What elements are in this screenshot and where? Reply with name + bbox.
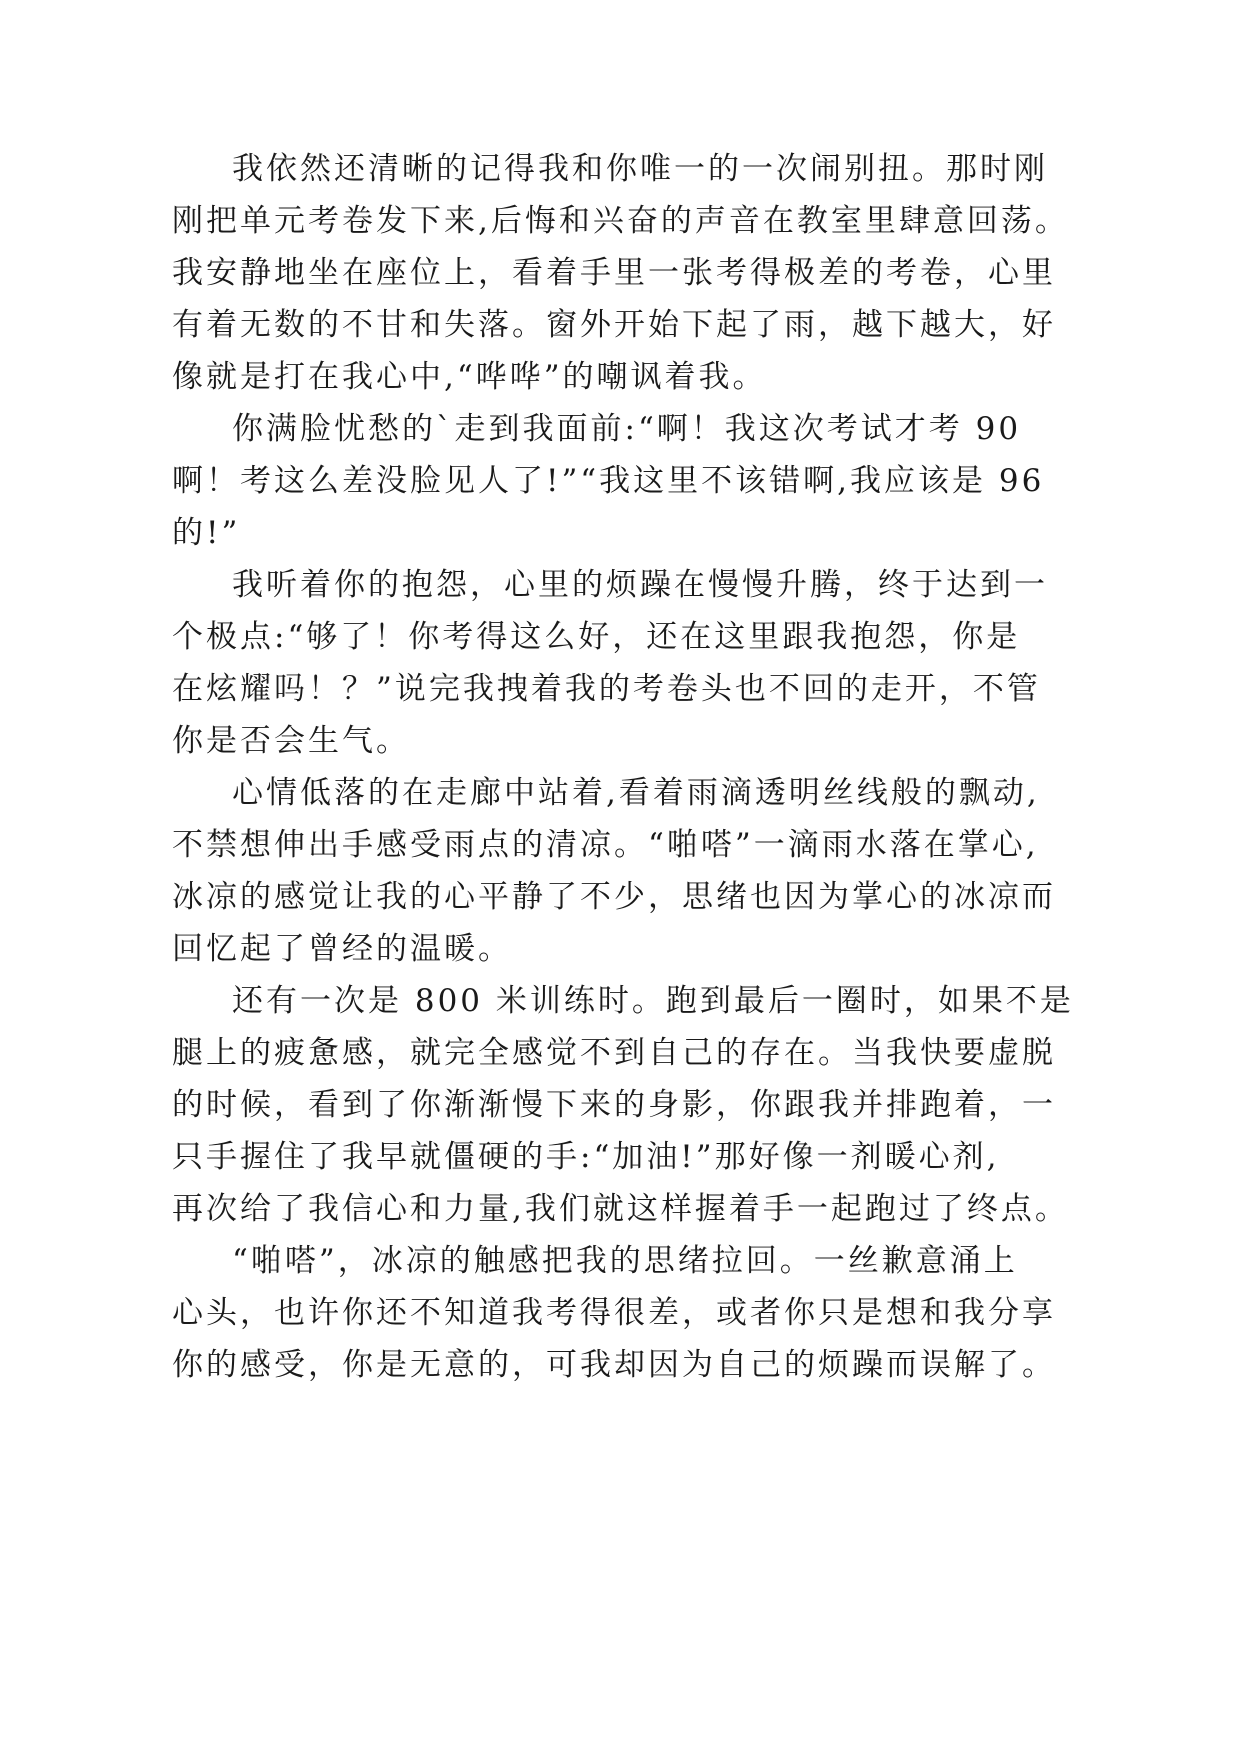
paragraph-3-line-2: 个极点:“够了！你考得这么好，还在这里跟我抱怨，你是 xyxy=(172,619,1021,655)
paragraph-2-line-1: 你满脸忧愁的`走到我面前:“啊！我这次考试才考 90 xyxy=(232,411,1022,447)
paragraph-3-line-1: 我听着你的抱怨，心里的烦躁在慢慢升腾，终于达到一 xyxy=(232,567,1048,603)
paragraph-5-line-3: 的时候，看到了你渐渐慢下来的身影，你跟我并排跑着，一 xyxy=(172,1087,1056,1123)
paragraph-4-line-4: 回忆起了曾经的温暖。 xyxy=(172,931,512,967)
paragraph-5-line-2: 腿上的疲惫感，就完全感觉不到自己的存在。当我快要虚脱 xyxy=(172,1035,1056,1071)
paragraph-4-line-3: 冰凉的感觉让我的心平静了不少，思绪也因为掌心的冰凉而 xyxy=(172,879,1056,915)
paragraph-1-line-1: 我依然还清晰的记得我和你唯一的一次闹别扭。那时刚 xyxy=(232,151,1048,187)
paragraph-5-line-1: 还有一次是 800 米训练时。跑到最后一圈时，如果不是 xyxy=(232,983,1074,1019)
paragraph-1-line-2: 刚把单元考卷发下来,后悔和兴奋的声音在教室里肆意回荡。 xyxy=(172,203,1069,239)
paragraph-1-line-3: 我安静地坐在座位上，看着手里一张考得极差的考卷，心里 xyxy=(172,255,1056,291)
paragraph-1-line-5: 像就是打在我心中,“哗哗”的嘲讽着我。 xyxy=(172,359,767,395)
paragraph-3-line-3: 在炫耀吗！？”说完我拽着我的考卷头也不回的走开，不管 xyxy=(172,671,1041,707)
paragraph-1-line-4: 有着无数的不甘和失落。窗外开始下起了雨，越下越大，好 xyxy=(172,307,1056,343)
paragraph-6-line-1: “啪嗒”，冰凉的触感把我的思绪拉回。一丝歉意涌上 xyxy=(232,1243,1018,1279)
paragraph-6-line-2: 心头，也许你还不知道我考得很差，或者你只是想和我分享 xyxy=(172,1295,1056,1331)
paragraph-2-line-2: 啊！考这么差没脸见人了!”“我这里不该错啊,我应该是 96 xyxy=(172,463,1045,499)
paragraph-5-line-4: 只手握住了我早就僵硬的手:“加油!”那好像一剂暖心剂, xyxy=(172,1139,1000,1175)
paragraph-4-line-1: 心情低落的在走廊中站着,看着雨滴透明丝线般的飘动, xyxy=(232,775,1040,811)
paragraph-4-line-2: 不禁想伸出手感受雨点的清凉。“啪嗒”一滴雨水落在掌心, xyxy=(172,827,1039,863)
paragraph-5-line-5: 再次给了我信心和力量,我们就这样握着手一起跑过了终点。 xyxy=(172,1191,1069,1227)
paragraph-3-line-4: 你是否会生气。 xyxy=(172,723,410,759)
paragraph-2-line-3: 的!” xyxy=(172,515,241,551)
paragraph-6-line-3: 你的感受，你是无意的，可我却因为自己的烦躁而误解了。 xyxy=(172,1347,1056,1383)
